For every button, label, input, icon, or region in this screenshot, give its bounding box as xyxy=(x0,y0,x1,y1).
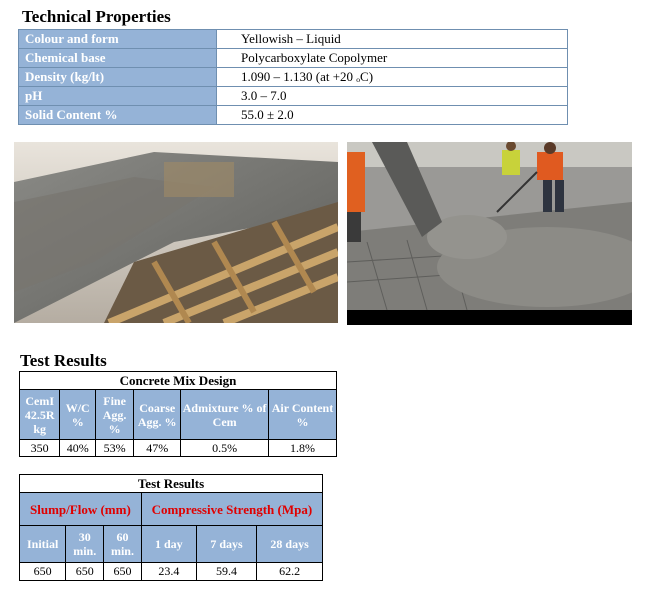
column-header: Air Content % xyxy=(268,390,336,440)
column-header: 7 days xyxy=(196,526,256,563)
table-row xyxy=(20,440,337,457)
compressive-strength-header: Compressive Strength (Mpa) xyxy=(141,493,322,526)
slump-flow-header: Slump/Flow (mm) xyxy=(20,493,142,526)
property-label: pH xyxy=(19,87,217,106)
table-row xyxy=(19,68,568,87)
table-cell: 1.8% xyxy=(268,440,336,457)
column-header: W/C % xyxy=(60,390,96,440)
property-value: 55.0 ± 2.0 xyxy=(217,106,568,125)
table-cell: 0.5% xyxy=(181,440,269,457)
mix-design-table xyxy=(19,371,337,457)
property-value: 1.090 – 1.130 (at +20 ₒC) xyxy=(217,68,568,87)
table-cell: 650 xyxy=(20,563,66,581)
column-header: 60 min. xyxy=(104,526,142,563)
table-cell: 47% xyxy=(134,440,181,457)
column-header: 28 days xyxy=(257,526,323,563)
technical-properties-table xyxy=(18,29,568,125)
test-results-title: Test Results xyxy=(20,351,107,370)
table-cell: 23.4 xyxy=(141,563,196,581)
table-title-row xyxy=(20,475,323,493)
table-cell: 59.4 xyxy=(196,563,256,581)
table-cell: 40% xyxy=(60,440,96,457)
table-title-row xyxy=(20,372,337,390)
table-row xyxy=(19,87,568,106)
concrete-pouring-photo xyxy=(347,142,632,325)
column-header: Admixture % of Cem xyxy=(181,390,269,440)
table-cell: 350 xyxy=(20,440,60,457)
property-label: Colour and form xyxy=(19,30,217,49)
table-cell: 62.2 xyxy=(257,563,323,581)
table-header-row xyxy=(20,526,323,563)
strength-table-title: Test Results xyxy=(20,475,323,493)
column-header: Fine Agg. % xyxy=(96,390,134,440)
table-row xyxy=(20,563,323,581)
table-header-row xyxy=(20,390,337,440)
table-group-header-row xyxy=(20,493,323,526)
property-value: Polycarboxylate Copolymer xyxy=(217,49,568,68)
table-row xyxy=(19,106,568,125)
property-label: Solid Content % xyxy=(19,106,217,125)
property-value: Yellowish – Liquid xyxy=(217,30,568,49)
table-row xyxy=(19,49,568,68)
concrete-slab-photo xyxy=(14,142,338,323)
column-header: Coarse Agg. % xyxy=(134,390,181,440)
property-label: Density (kg/lt) xyxy=(19,68,217,87)
column-header: CemI 42.5R kg xyxy=(20,390,60,440)
property-label: Chemical base xyxy=(19,49,217,68)
technical-properties-title: Technical Properties xyxy=(22,7,171,26)
table-cell: 650 xyxy=(66,563,104,581)
mix-design-title: Concrete Mix Design xyxy=(20,372,337,390)
column-header: 1 day xyxy=(141,526,196,563)
column-header: Initial xyxy=(20,526,66,563)
property-value: 3.0 – 7.0 xyxy=(217,87,568,106)
table-cell: 53% xyxy=(96,440,134,457)
table-row xyxy=(19,30,568,49)
column-header: 30 min. xyxy=(66,526,104,563)
strength-results-table xyxy=(19,474,323,581)
table-cell: 650 xyxy=(104,563,142,581)
